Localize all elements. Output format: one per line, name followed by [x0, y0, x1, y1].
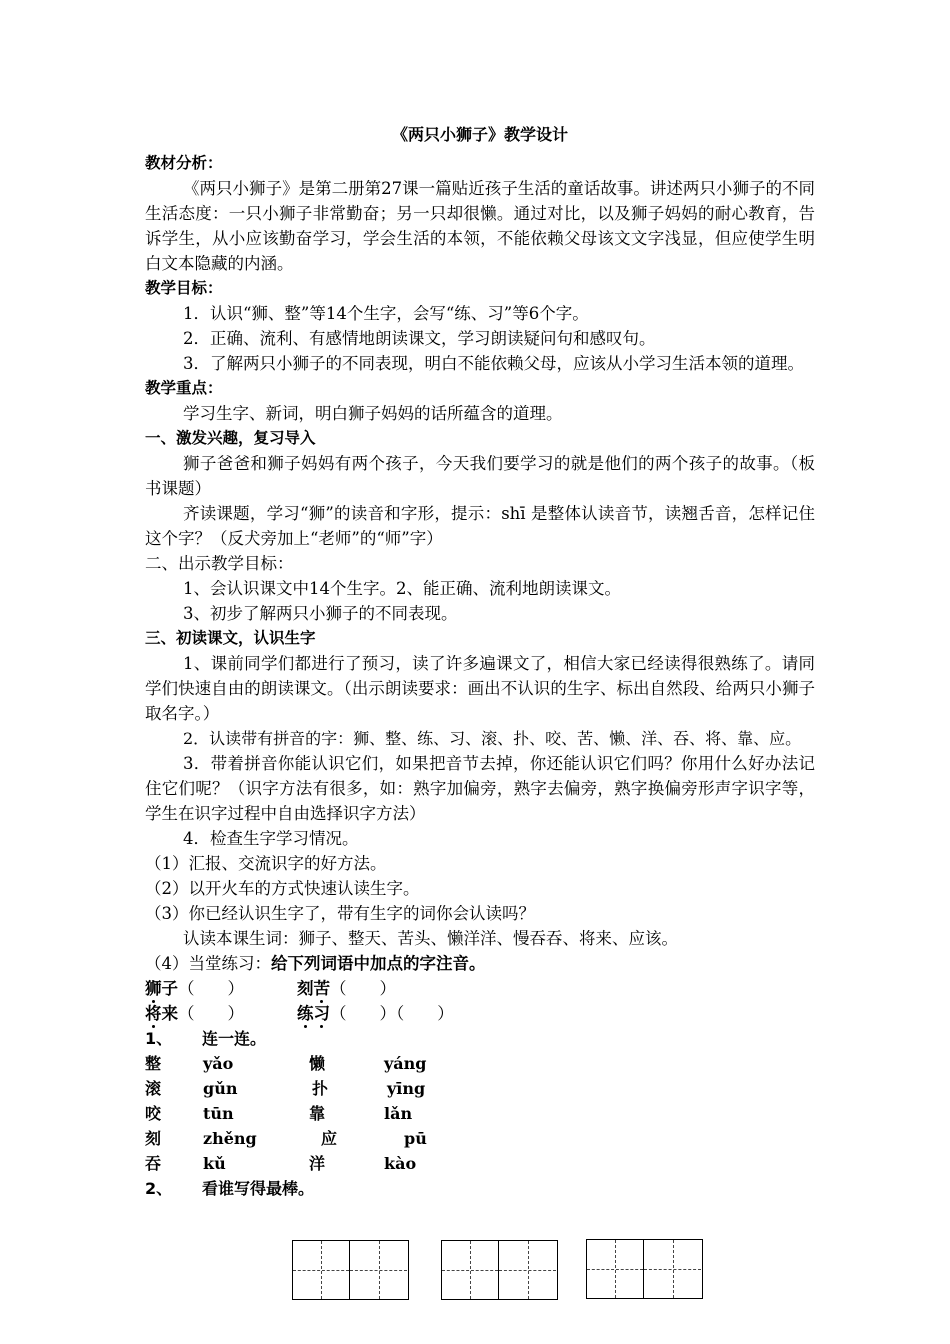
- match-pinyin: tūn: [203, 1104, 234, 1123]
- step3-heading: 三、初读课文，认识生字: [145, 629, 316, 647]
- match-row: [145, 1051, 815, 1076]
- dotted-char: 习: [314, 1001, 331, 1026]
- goals-heading: 教学目标：: [145, 279, 223, 297]
- match-char: 洋: [309, 1154, 326, 1173]
- writing-grid: [586, 1239, 703, 1299]
- grid-cell: [350, 1241, 407, 1299]
- doc-title: 《两只小狮子》教学设计: [391, 125, 568, 144]
- write-number: 2、: [145, 1179, 173, 1198]
- step3-paragraph-2: 2．认读带有拼音的字：狮、整、练、习、滚、扑、咬、苦、懒、洋、吞、将、靠、应。: [183, 729, 802, 748]
- plain-char: 来: [161, 1004, 178, 1023]
- answer-blank: （ ）: [178, 979, 244, 998]
- writing-grid: [441, 1240, 558, 1300]
- focus-text: 学习生字、新词，明白狮子妈妈的话所蕴含的道理。: [183, 404, 563, 423]
- sub-item-4-instruction: 给下列词语中加点的字注音。: [271, 954, 486, 973]
- sub-item-1: （1）汇报、交流识字的好方法。: [145, 854, 387, 873]
- grid-cell: [293, 1241, 350, 1299]
- analysis-heading: 教材分析：: [145, 154, 223, 172]
- step1-heading: 一、激发兴趣，复习导入: [145, 429, 316, 447]
- match-char: 滚: [145, 1079, 162, 1098]
- grid-cell: [499, 1241, 556, 1299]
- plain-char: 子: [161, 979, 178, 998]
- match-pinyin: yáng: [384, 1054, 427, 1073]
- focus-heading: 教学重点：: [145, 379, 223, 397]
- step2-line-1: 1、会认识课文中14个生字。2、能正确、流利地朗读课文。: [183, 579, 621, 598]
- dotted-char: 练: [297, 1001, 314, 1026]
- match-pinyin: kǔ: [203, 1154, 226, 1173]
- match-char: 靠: [309, 1104, 326, 1123]
- dotted-char: 狮: [145, 976, 162, 1001]
- step3-paragraph-3: 3．带着拼音你能认识它们，如果把音节去掉，你还能认识它们吗？你用什么好办法记住它们呢？（识字方法有很多，如：熟字加偏旁，熟字去偏旁，熟字换偏旁形声字识字等，学生在识字过程中自由选择识字方法）: [145, 754, 815, 823]
- match-char: 整: [145, 1054, 162, 1073]
- dotted-char: 苦: [314, 976, 331, 1001]
- answer-blank: （ ）: [330, 979, 396, 998]
- step2-heading: 二、出示教学目标：: [145, 554, 294, 573]
- step3-paragraph-1: 1、课前同学们都进行了预习，读了许多遍课文了，相信大家已经读得很熟练了。请同学们快速自由的朗读课文。（出示朗读要求：画出不认识的生字、标出自然段、给两只小狮子取名字。）: [145, 654, 815, 723]
- match-pinyin: gǔn: [203, 1079, 238, 1098]
- plain-char: 刻: [297, 979, 314, 998]
- sub-item-4-prefix: （4）当堂练习：: [145, 954, 271, 973]
- match-char: 懒: [309, 1054, 326, 1073]
- match-heading: [145, 1026, 815, 1051]
- document-page: [145, 122, 815, 1201]
- sub-item-2: （2）以开火车的方式快速认读生字。: [145, 879, 420, 898]
- match-pinyin: lǎn: [384, 1104, 413, 1123]
- exercise-item: [297, 1001, 454, 1026]
- sub-item-3: （3）你已经认识生字了，带有生字的词你会认读吗？: [145, 904, 535, 923]
- match-char: 扑: [312, 1079, 329, 1098]
- grid-cell: [587, 1240, 644, 1298]
- analysis-text: 《两只小狮子》是第二册第27课一篇贴近孩子生活的童话故事。讲述两只小狮子的不同生活态度：一只小狮子非常勤奋；另一只却很懒。通过对比，以及狮子妈妈的耐心教育，告诉学生，从小应该勤奋学习，学会生活的本领，不能依赖父母该文文字浅显，但应使学生明白文本隐藏的内涵。: [145, 179, 815, 273]
- match-title: 连一连。: [202, 1029, 267, 1048]
- match-pinyin: yǎo: [203, 1054, 234, 1073]
- match-char: 吞: [145, 1154, 162, 1173]
- grid-cell: [644, 1240, 701, 1298]
- exercise-item: [145, 976, 297, 1001]
- match-char: 刻: [145, 1129, 162, 1148]
- writing-grids: [0, 1240, 950, 1302]
- step1-paragraph-1: 狮子爸爸和狮子妈妈有两个孩子，今天我们要学习的就是他们的两个孩子的故事。（板书课题）: [145, 454, 815, 498]
- goal-1: 1．认识“狮、整”等14个生字，会写“练、习”等6个字。: [183, 304, 589, 323]
- step2-line-2: 3、初步了解两只小狮子的不同表现。: [183, 604, 458, 623]
- step1-paragraph-2: 齐读课题，学习“狮”的读音和字形，提示：shī 是整体认读音节，读翘舌音，怎样记住这个字？（反犬旁加上“老师”的“师”字）: [145, 504, 815, 548]
- match-pinyin: pū: [404, 1129, 427, 1148]
- match-row: [145, 1151, 815, 1176]
- writing-grid: [292, 1240, 409, 1300]
- answer-blank: （ ）（ ）: [330, 1004, 454, 1023]
- goal-3: 3．了解两只小狮子的不同表现，明白不能依赖父母，应该从小学习生活本领的道理。: [183, 354, 804, 373]
- match-row: [145, 1126, 815, 1151]
- match-char: 应: [321, 1129, 338, 1148]
- match-row: [145, 1101, 815, 1126]
- sub-item-4: [145, 951, 815, 976]
- match-pinyin: kào: [384, 1154, 417, 1173]
- match-pinyin: zhěng: [203, 1129, 257, 1148]
- match-row: [145, 1076, 815, 1101]
- write-title: 看谁写得最棒。: [202, 1179, 315, 1198]
- sub-item-3-words: 认读本课生词：狮子、整天、苦头、懒洋洋、慢吞吞、将来、应该。: [183, 929, 678, 948]
- answer-blank: （ ）: [178, 1004, 244, 1023]
- match-number: 1、: [145, 1029, 173, 1048]
- exercise-row-2: [145, 1001, 815, 1026]
- write-heading: [145, 1176, 815, 1201]
- goal-2: 2．正确、流利、有感情地朗读课文，学习朗读疑问句和感叹句。: [183, 329, 656, 348]
- exercise-row-1: [145, 976, 815, 1001]
- dotted-char: 将: [145, 1001, 162, 1026]
- grid-cell: [442, 1241, 499, 1299]
- match-pinyin: yīng: [387, 1079, 426, 1098]
- exercise-item: [297, 976, 396, 1001]
- match-char: 咬: [145, 1104, 162, 1123]
- exercise-item: [145, 1001, 297, 1026]
- step3-paragraph-4: 4．检查生字学习情况。: [183, 829, 359, 848]
